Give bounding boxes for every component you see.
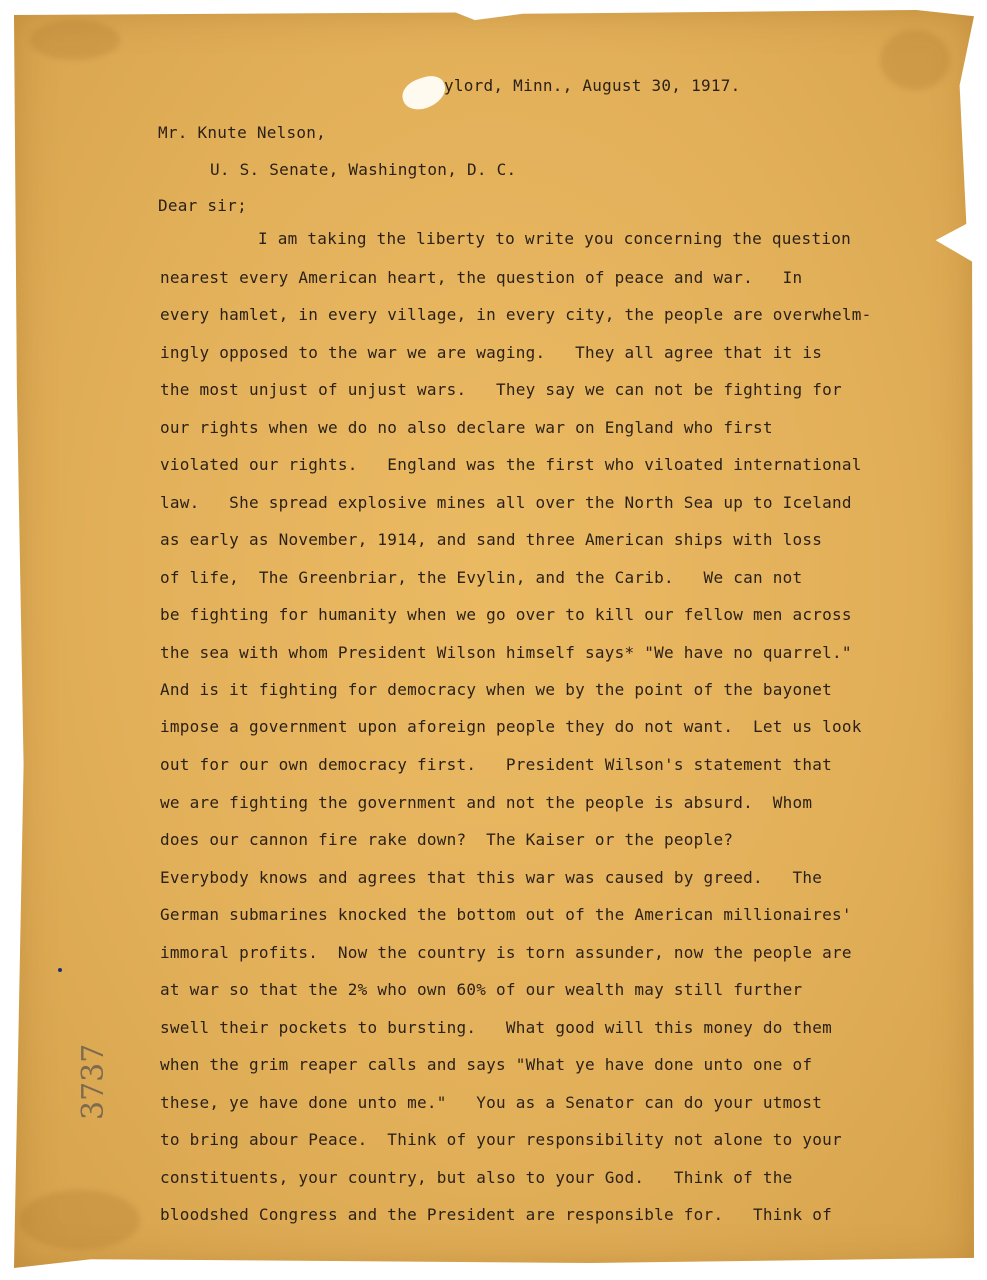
body-line: bloodshed Congress and the President are responsible for. Think of	[160, 1205, 833, 1224]
body-line: does our cannon fire rake down? The Kaiser or the people?	[160, 830, 734, 849]
body-line: at war so that the 2% who own 60% of our wealth may still further	[160, 980, 803, 999]
body-line: be fighting for humanity when we go over to kill our fellow men across	[160, 605, 852, 624]
body-line: And is it fighting for democracy when we by the point of the bayonet	[160, 680, 833, 699]
body-line: immoral profits. Now the country is torn assunder, now the people are	[160, 943, 852, 962]
body-line: I am taking the liberty to write you concerning the question	[258, 229, 851, 248]
body-line: when the grim reaper calls and says "What ye have done unto one of	[160, 1055, 813, 1074]
body-line: swell their pockets to bursting. What good will this money do them	[160, 1018, 833, 1037]
body-line: these, ye have done unto me." You as a Senator can do your utmost	[160, 1093, 823, 1112]
body-line: as early as November, 1914, and sand three American ships with loss	[160, 530, 823, 549]
body-line: we are fighting the government and not the people is absurd. Whom	[160, 793, 813, 812]
body-line: violated our rights. England was the first who viloated international	[160, 455, 862, 474]
salutation: Dear sir;	[158, 196, 247, 215]
recipient-name: Mr. Knute Nelson,	[158, 123, 327, 142]
body-line: Everybody knows and agrees that this war was caused by greed. The	[160, 868, 823, 887]
body-line: to bring abour Peace. Think of your responsibility not alone to your	[160, 1130, 842, 1149]
dateline: ylord, Minn., August 30, 1917.	[444, 76, 741, 95]
body-line: every hamlet, in every village, in every city, the people are overwhelm-	[160, 305, 872, 324]
recipient-address: U. S. Senate, Washington, D. C.	[210, 160, 517, 179]
body-line: impose a government upon aforeign people they do not want. Let us look	[160, 717, 862, 736]
paper-stain	[20, 1190, 140, 1250]
pencil-annotation: 3737	[76, 1043, 111, 1120]
ink-dot	[58, 968, 62, 972]
body-line: the sea with whom President Wilson himself says* "We have no quarrel."	[160, 643, 852, 662]
body-line: ingly opposed to the war we are waging. They all agree that it is	[160, 343, 823, 362]
body-line: the most unjust of unjust wars. They say we can not be fighting for	[160, 380, 842, 399]
body-line: constituents, your country, but also to your God. Think of the	[160, 1168, 793, 1187]
paper-stain	[30, 20, 120, 60]
body-line: out for our own democracy first. President Wilson's statement that	[160, 755, 833, 774]
body-line: German submarines knocked the bottom out of the American millionaires'	[160, 905, 852, 924]
body-line: our rights when we do no also declare war on England who first	[160, 418, 773, 437]
body-line: of life, The Greenbriar, the Evylin, and the Carib. We can not	[160, 568, 803, 587]
body-line: nearest every American heart, the question of peace and war. In	[160, 268, 803, 287]
body-line: law. She spread explosive mines all over the North Sea up to Iceland	[160, 493, 852, 512]
paper-stain	[880, 30, 950, 90]
